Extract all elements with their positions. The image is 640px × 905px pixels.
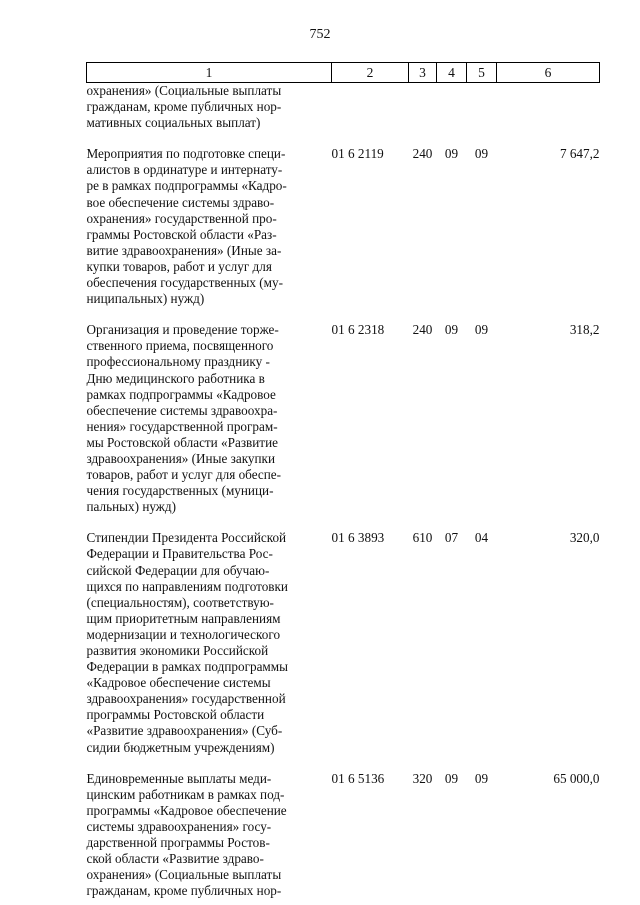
row-amount: 65 000,0 — [553, 770, 600, 786]
row-name: Мероприятия по подготовке специ- алистов в ординатуре и интернату- ре в рамках подпрограммы «Кадро- вое обеспечение системы здраво- охранения» государственной про- граммы Ростовской области «Раз- витие здравоохранения» (Иные за- купки товаров, работ и услуг для обеспечения государственных (му- ниципальных) нужд) — [86, 146, 287, 307]
column-header-4: 4 — [437, 63, 467, 83]
row-rz: 09 — [444, 322, 459, 338]
table-row — [87, 771, 600, 900]
row-rz: 07 — [444, 530, 459, 546]
column-header-3: 3 — [409, 63, 437, 83]
row-amount: 318,2 — [569, 322, 600, 338]
column-header-1: 1 — [87, 63, 332, 83]
row-amount: 320,0 — [569, 530, 600, 546]
row-rz: 09 — [444, 146, 459, 162]
column-header-6: 6 — [497, 63, 600, 83]
row-vr: 240 — [412, 146, 433, 162]
table-header-row — [87, 63, 600, 83]
row-code: 01 6 3893 — [331, 530, 385, 546]
column-header-5: 5 — [467, 63, 497, 83]
row-name: охранения» (Социальные выплаты гражданам, кроме публичных нор- мативных социальных выплат) — [86, 83, 282, 131]
table-row — [87, 530, 600, 755]
row-amount: 7 647,2 — [559, 146, 600, 162]
page-number: 752 — [309, 27, 331, 42]
row-pr: 09 — [474, 322, 489, 338]
row-rz: 09 — [444, 770, 459, 786]
row-pr: 04 — [474, 530, 489, 546]
row-name: Единовременные выплаты меди- цинским работникам в рамках под- программы «Кадровое обеспечение системы здравоохранения» госу- дарственной программы Ростов- ской области «Развитие здраво- охранения» (Социальные выплаты гражданам, кроме публичных нор- — [86, 770, 287, 899]
row-vr: 610 — [412, 530, 433, 546]
row-pr — [467, 83, 497, 132]
table-row — [87, 322, 600, 515]
row-name: Организация и проведение торже- ственного приема, посвященного профессиональному празднику - Дню медицинского работника в рамках подпрограммы «Кадровое обеспечение системы здравоохра- нения» государственной програм- мы Ростовской области «Развитие здравоохранения» (Иные закупки товаров, работ и услуг для обеспе- чения государственных (муници- пальных) нужд) — [86, 322, 282, 515]
budget-table — [86, 62, 600, 899]
row-code: 01 6 5136 — [331, 770, 385, 786]
row-amount — [497, 83, 600, 132]
row-name: Стипендии Президента Российской Федерации и Правительства Рос- сийской Федерации для обучаю- щихся по направлениям подготовки (специальностям), соответствую- щим приоритетным направлениям модернизации и технологического развития экономики Российской Федерации в рамках подпрограммы «Кадровое обеспечение системы здравоохранения» государственной программы Ростовской области «Развитие здравоохранения» (Суб- сидии бюджетным учреждениям) — [86, 530, 288, 755]
row-vr: 320 — [412, 770, 433, 786]
row-vr — [409, 83, 437, 132]
row-vr: 240 — [412, 322, 433, 338]
table-row — [87, 83, 600, 132]
column-header-2: 2 — [332, 63, 409, 83]
row-rz — [437, 83, 467, 132]
row-pr: 09 — [474, 770, 489, 786]
table-row — [87, 146, 600, 307]
row-code — [332, 83, 409, 132]
row-code: 01 6 2119 — [331, 146, 384, 162]
row-code: 01 6 2318 — [331, 322, 385, 338]
row-pr: 09 — [474, 146, 489, 162]
